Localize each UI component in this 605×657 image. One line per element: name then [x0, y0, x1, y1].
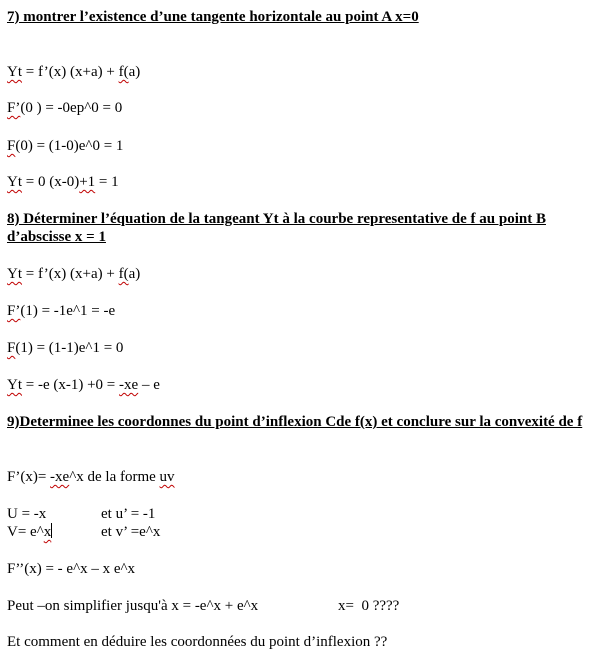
section-9-v-line	[7, 523, 307, 541]
text-run: a)	[128, 64, 141, 80]
text-run: = f’(x) (x+a) +	[22, 266, 119, 282]
word-f-prime: F’	[7, 303, 21, 319]
text-cursor	[51, 523, 52, 538]
u-derivative: et u’ = -1	[101, 506, 156, 522]
section-7-equation-derivative	[7, 99, 122, 117]
text-run: (0 ) = -0ep^0 = 0	[20, 100, 123, 116]
section-9-first-derivative	[7, 468, 175, 486]
text-run: = f’(x) (x+a) +	[22, 64, 119, 80]
section-7-equation-value	[7, 137, 123, 155]
word-xe: -xe	[50, 469, 70, 485]
word-xe: -xe	[119, 377, 139, 393]
word-f: F	[7, 138, 16, 154]
word-uv: uv	[159, 469, 175, 485]
section-9-second-derivative: F’’(x) = - e^x – x e^x	[7, 561, 136, 577]
word-f: F	[7, 340, 16, 356]
text-run: F’(x)=	[7, 469, 51, 485]
word-yt: Yt	[7, 174, 22, 190]
section-8-equation-result	[7, 376, 160, 394]
section-8-equation-derivative	[7, 302, 115, 320]
text-run: (1) = (1-1)e^1 = 0	[15, 340, 124, 356]
text-run: – e	[138, 377, 160, 393]
section-9-u-line	[7, 505, 307, 523]
section-9-question-answer: x= 0 ????	[338, 598, 400, 614]
word-x: x	[43, 524, 52, 540]
v-derivative: et v’ =e^x	[101, 524, 161, 540]
section-8-equation-value	[7, 339, 123, 357]
word-f: f(	[118, 266, 129, 282]
v-definition: V= e^	[7, 524, 44, 540]
word-plus-one: +1	[79, 174, 96, 190]
section-7-equation-tangent	[7, 63, 140, 81]
section-9-question-inflexion: Et comment en déduire les coordonnées du point d’inflexion ??	[7, 634, 388, 650]
section-7-heading: 7) montrer l’existence d’une tangente horizontale au point A x=0	[7, 9, 419, 25]
section-8-equation-tangent	[7, 265, 140, 283]
word-f-prime: F’	[7, 100, 21, 116]
u-definition: U = -x	[7, 506, 47, 522]
section-9-question-simplify: Peut –on simplifier jusqu'à x = -e^x + e^x	[7, 598, 259, 614]
text-run: = -e (x-1) +0 =	[22, 377, 120, 393]
word-yt: Yt	[7, 377, 22, 393]
text-run: ^x de la forme	[69, 469, 160, 485]
section-8-heading: 8) Déterminer l’équation de la tangeant Yt à la courbe representative de f au point B d’abscisse x = 1	[7, 211, 546, 245]
section-9-heading: 9)Determinee les coordonnes du point d’inflexion Cde f(x) et conclure sur la convexité de f	[7, 414, 583, 430]
word-f: f(	[118, 64, 129, 80]
word-yt: Yt	[7, 266, 22, 282]
text-run: = 0 (x-0)	[22, 174, 80, 190]
word-yt: Yt	[7, 64, 22, 80]
section-7-equation-result	[7, 173, 119, 191]
text-run: = 1	[95, 174, 119, 190]
text-run: (0) = (1-0)e^0 = 1	[15, 138, 124, 154]
text-run: (1) = -1e^1 = -e	[20, 303, 116, 319]
text-run: a)	[128, 266, 141, 282]
